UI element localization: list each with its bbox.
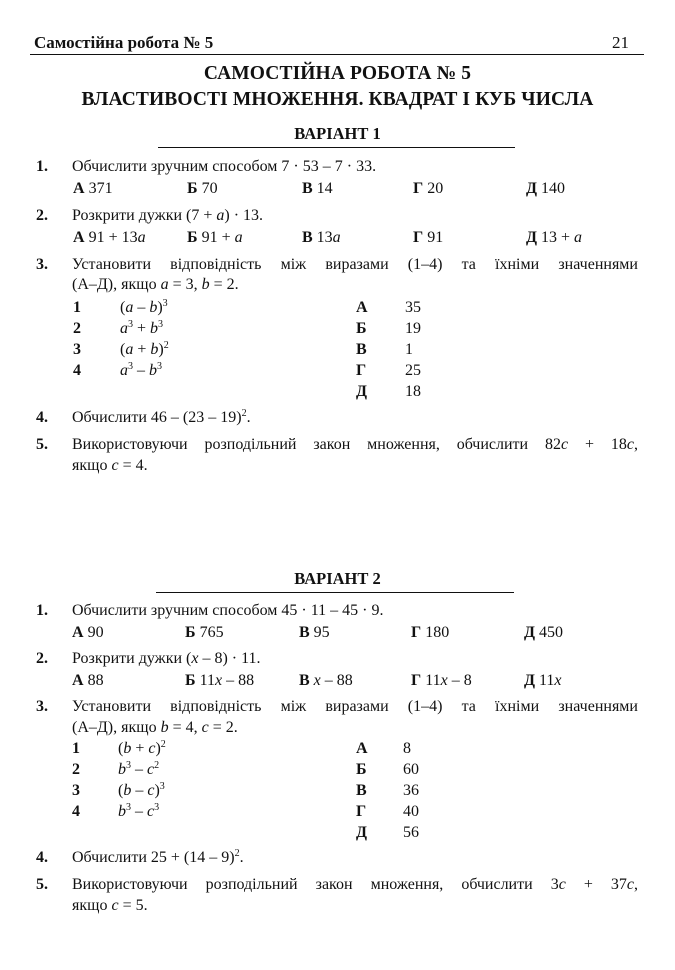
v2-task2-option-e: Д 11x bbox=[524, 672, 562, 689]
v2-task5-line2: якщо c = 5. bbox=[72, 897, 148, 914]
header-rule bbox=[30, 54, 644, 55]
v1-task2-option-a: А 91 + 13a bbox=[73, 229, 146, 246]
v2-task4-text: Обчислити 25 + (14 – 9)$^2$. bbox=[72, 848, 244, 866]
v1-task1-option-c: В 14 bbox=[302, 180, 333, 197]
v2-task1-option-d: Г 180 bbox=[411, 624, 450, 641]
v2-expr-4: $b^3 - c^3$ bbox=[118, 802, 160, 820]
v1-expr-1: (a – b)$^3$ bbox=[120, 298, 168, 316]
v1-task2-option-e: Д 13 + a bbox=[526, 229, 583, 246]
v1-task1-option-b: Б 70 bbox=[187, 180, 218, 197]
v2-task1-option-e: Д 450 bbox=[524, 624, 564, 641]
v1-task4-number: 4. bbox=[36, 409, 48, 426]
v1-task1-option-a: А 371 bbox=[73, 180, 113, 197]
main-title-line2: ВЛАСТИВОСТІ МНОЖЕННЯ. КВАДРАТ І КУБ ЧИСЛА bbox=[81, 89, 594, 110]
v1-expr-3-index: 3 bbox=[73, 341, 81, 358]
v1-value-a: 35 bbox=[405, 299, 421, 316]
v1-task3-number: 3. bbox=[36, 256, 48, 273]
v1-task5-line1: Використовуючи розподільний закон множення, обчислити 82c + 18c, bbox=[72, 436, 638, 453]
v1-expr-3: $(a + b)^2$ bbox=[120, 340, 169, 358]
v1-expr-4: $a^3 - b^3$ bbox=[120, 361, 162, 379]
v2-task2-option-d: Г 11x – 8 bbox=[411, 672, 472, 689]
v2-expr-3: (b – c)$^3$ bbox=[118, 781, 165, 799]
v1-value-c: 1 bbox=[405, 341, 413, 358]
v1-task2-text: Розкрити дужки (7 + a) · 13. bbox=[72, 207, 264, 224]
v2-task1-number: 1. bbox=[36, 602, 48, 619]
page-number: 21 bbox=[612, 33, 629, 52]
v2-value-a-letter: А bbox=[356, 740, 368, 757]
main-title-line1: САМОСТІЙНА РОБОТА № 5 bbox=[203, 63, 472, 84]
v2-task3-number: 3. bbox=[36, 698, 48, 715]
v2-expr-1: $(b + c)^2$ bbox=[118, 739, 166, 757]
v2-task5-line1: Використовуючи розподільний закон множення, обчислити 3c + 37c, bbox=[72, 876, 638, 893]
v1-value-e-letter: Д bbox=[356, 383, 368, 400]
v2-value-d-letter: Г bbox=[356, 803, 367, 820]
v2-task2-number: 2. bbox=[36, 650, 48, 667]
v1-task1-option-d: Г 20 bbox=[413, 180, 444, 197]
v1-value-b: 19 bbox=[405, 320, 421, 337]
v2-task2-option-a: А 88 bbox=[72, 672, 104, 689]
v2-expr-2: $b^3 - c^2$ bbox=[118, 760, 160, 778]
v1-task3-line1: Установити відповідність між виразами (1–4) та їхніми значеннями bbox=[72, 256, 638, 273]
v1-value-d-letter: Г bbox=[356, 362, 367, 379]
v2-value-b-letter: Б bbox=[356, 761, 367, 778]
v1-task2-option-c: В 13a bbox=[302, 229, 341, 246]
v2-task4-number: 4. bbox=[36, 849, 48, 866]
v1-task2-option-d: Г 91 bbox=[413, 229, 444, 246]
v2-value-c-letter: В bbox=[356, 782, 367, 799]
v1-task1-number: 1. bbox=[36, 158, 48, 175]
v2-task2-text: Розкрити дужки (x – 8) · 11. bbox=[72, 650, 261, 667]
v2-task5-number: 5. bbox=[36, 876, 48, 893]
variant-2-title: ВАРІАНТ 2 bbox=[294, 569, 381, 588]
v1-task2-option-b: Б 91 + a bbox=[187, 229, 243, 246]
v1-value-b-letter: Б bbox=[356, 320, 367, 337]
variant-1-rule bbox=[158, 147, 515, 148]
v2-task1-option-c: В 95 bbox=[299, 624, 330, 641]
v2-value-b: 60 bbox=[403, 761, 419, 778]
v2-value-e-letter: Д bbox=[356, 824, 368, 841]
v2-task3-line2: (А–Д), якщо b = 4, c = 2. bbox=[72, 719, 238, 736]
v1-task5-number: 5. bbox=[36, 436, 48, 453]
variant-2-rule bbox=[156, 592, 514, 593]
v1-expr-4-index: 4 bbox=[73, 362, 81, 379]
v1-task1-option-e: Д 140 bbox=[526, 180, 566, 197]
v2-task1-option-a: А 90 bbox=[72, 624, 104, 641]
v1-task5-line2: якщо c = 4. bbox=[72, 457, 148, 474]
v1-task2-number: 2. bbox=[36, 207, 48, 224]
v2-task1-option-b: Б 765 bbox=[185, 624, 224, 641]
v2-task2-option-b: Б 11x – 88 bbox=[185, 672, 255, 689]
v2-task1-text: Обчислити зручним способом 45 · 11 – 45 · 9. bbox=[72, 602, 384, 619]
v1-value-c-letter: В bbox=[356, 341, 367, 358]
variant-1-title: ВАРІАНТ 1 bbox=[294, 124, 381, 143]
v1-expr-1-index: 1 bbox=[73, 299, 81, 316]
v2-value-e: 56 bbox=[403, 824, 419, 841]
v1-value-e: 18 bbox=[405, 383, 421, 400]
v1-value-a-letter: А bbox=[356, 299, 368, 316]
v1-value-d: 25 bbox=[405, 362, 421, 379]
v2-value-d: 40 bbox=[403, 803, 419, 820]
v2-expr-2-index: 2 bbox=[72, 761, 80, 778]
v2-value-c: 36 bbox=[403, 782, 419, 799]
v2-task2-option-c: В x – 88 bbox=[299, 672, 353, 689]
v1-expr-2: $a^3 + b^3$ bbox=[120, 319, 164, 337]
v2-expr-4-index: 4 bbox=[72, 803, 80, 820]
v2-expr-1-index: 1 bbox=[72, 740, 80, 757]
v1-task3-line2: (А–Д), якщо a = 3, b = 2. bbox=[72, 276, 239, 293]
v2-value-a: 8 bbox=[403, 740, 411, 757]
v1-task4-text: Обчислити 46 – (23 – 19)$^2$. bbox=[72, 408, 251, 426]
v2-expr-3-index: 3 bbox=[72, 782, 80, 799]
v1-task1-text: Обчислити зручним способом 7 · 53 – 7 · 33. bbox=[72, 158, 377, 175]
running-title: Самостійна робота № 5 bbox=[34, 33, 214, 52]
v1-expr-2-index: 2 bbox=[73, 320, 81, 337]
v2-task3-line1: Установити відповідність між виразами (1–4) та їхніми значеннями bbox=[72, 698, 638, 715]
